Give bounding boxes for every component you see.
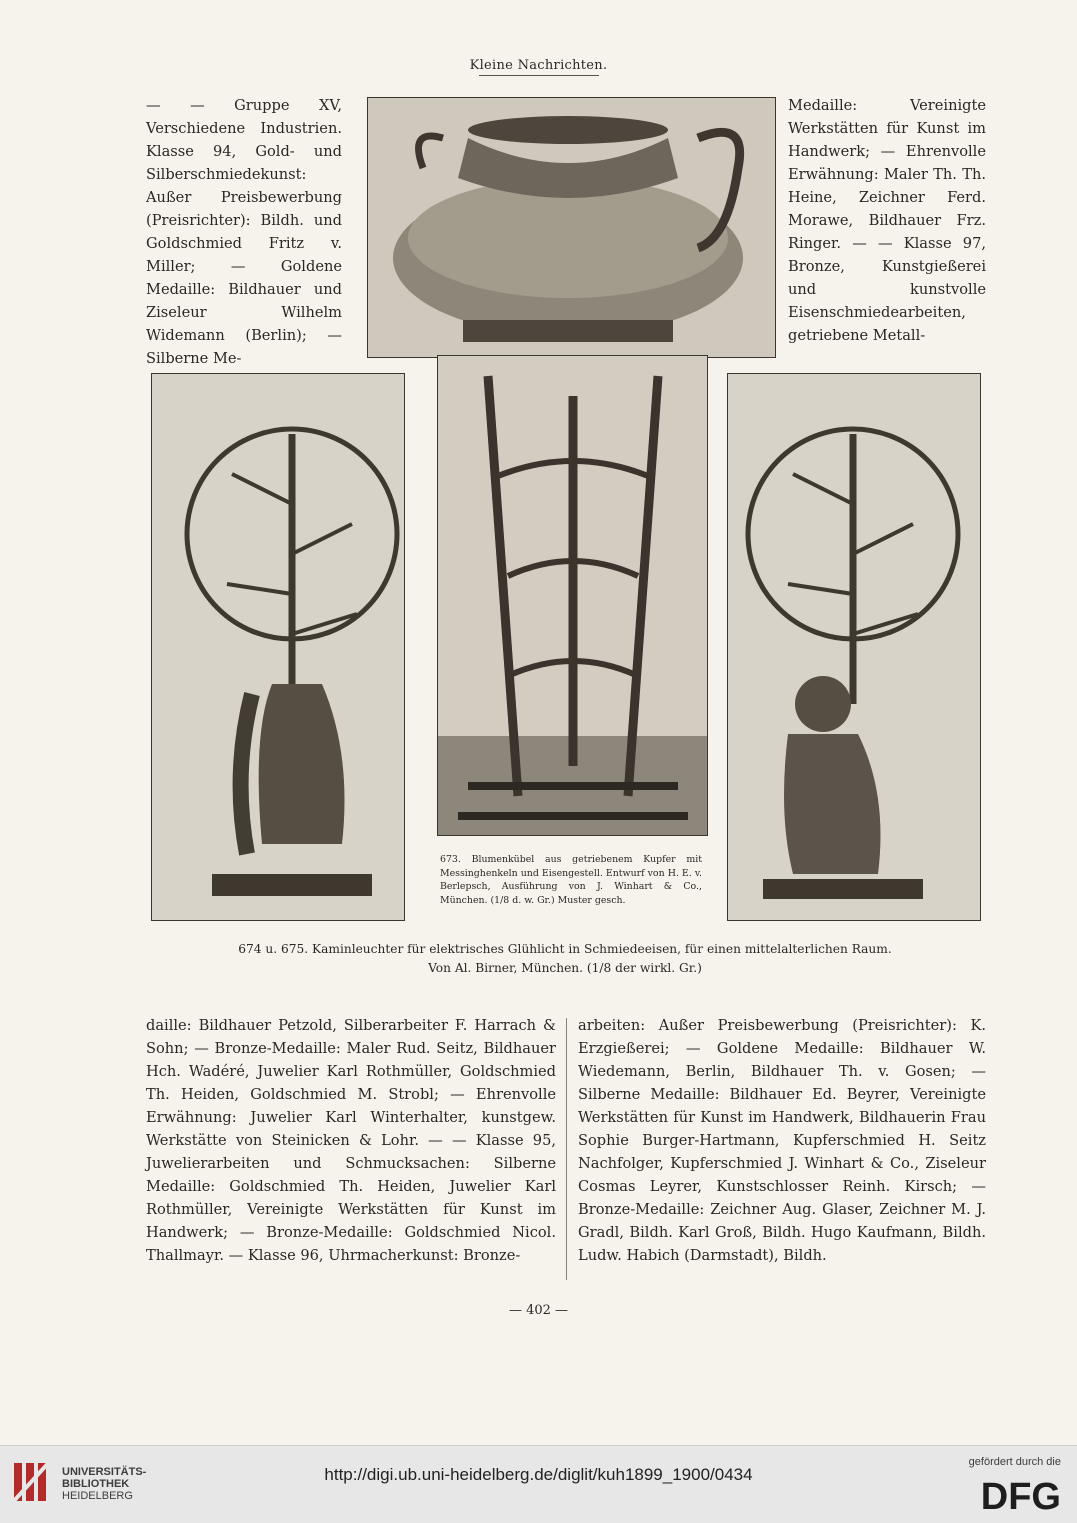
dfg-logo-icon xyxy=(957,1476,1061,1512)
library-name-line1: UNIVERSITÄTS- xyxy=(62,1466,147,1478)
running-head-rule xyxy=(479,75,599,76)
text-column-bottom-right xyxy=(578,1014,986,1267)
figure-674-eagle-candelabra-photo xyxy=(151,373,405,921)
running-head-text: Kleine Nachrichten. xyxy=(469,58,608,73)
permalink-url[interactable]: http://digi.ub.uni-heidelberg.de/diglit/kuh1899_1900/0434 xyxy=(324,1465,753,1484)
figure-674-675-caption xyxy=(150,940,980,978)
digitization-footer xyxy=(0,1445,1077,1523)
paragraph-top-left: — — Gruppe XV, Verschiedene Industrien. Klasse 94, Gold- und Silberschmiedekunst: Außer Preisbewerbung (Preisrichter): Bildh. und Goldschmied Fritz v. Miller; — Goldene Medaille: Bildhauer und Ziseleur Wilhelm Widemann (Berlin); — Silberne Me- xyxy=(146,97,342,367)
library-name-line3: HEIDELBERG xyxy=(62,1490,133,1502)
figure-674-675-caption-line1: 674 u. 675. Kaminleuchter für elektrisches Glühlicht in Schmiedeeisen, für einen mittelalterlichen Raum. xyxy=(238,942,892,956)
dfg-logo-text: DFG xyxy=(980,1476,1061,1512)
library-name-line2: BIBLIOTHEK xyxy=(62,1478,130,1490)
paragraph-bottom-left: daille: Bildhauer Petzold, Silberarbeiter F. Harrach & Sohn; — Bronze-Medaille: Maler Rud. Seitz, Bildhauer Hch. Wadéré, Juwelier Karl Rothmüller, Goldschmied Th. Heiden, Goldschmied M. Strobl; — Ehrenvolle Erwähnung: Juwelier Karl Winterhalter, kunstgew. Werkstätte von Steinicken & Lohr. — — Klasse 95, Juwelierarbeiten und Schmucksachen: Silberne Medaille: Goldschmied Th. Heiden, Juwelier Karl Rothmüller, Vereinigte Werkstätten für Kunst im Handwerk; — Bronze-Medaille: Goldschmied Nicol. Thallmayr. — Klasse 96, Uhrmacherkunst: Bronze- xyxy=(146,1017,556,1264)
figure-673-caption xyxy=(440,853,702,907)
eagle-candelabra-illustration xyxy=(152,374,404,920)
paragraph-bottom-right: arbeiten: Außer Preisbewerbung (Preisrichter): K. Erzgießerei; — Goldene Medaille: Bildhauer W. Wiedemann, Berlin, Bildhauer Th. v. Gosen; — Silberne Medaille: Bildhauer Ed. Beyrer, Vereinigte Werkstätten für Kunst im Handwerk, Bildhauerin Frau Sophie Burger-Hartmann, Kupferschmied H. Seitz Nachfolger, Kupferschmied J. Winhart & Co., Ziseleur Cosmas Leyrer, Kunstschlosser Reinh. Kirsch; — Bronze-Medaille: Zeichner Aug. Glaser, Zeichner M. J. Gradl, Bildh. Karl Groß, Bildh. Hugo Kaufmann, Bildh. Ludw. Habich (Darmstadt), Bildh. xyxy=(578,1017,986,1264)
text-column-top-right xyxy=(788,94,986,347)
figure-673-caption-text: 673. Blumenkübel aus getriebenem Kupfer mit Messinghenkeln und Eisengestell. Entwurf von H. E. v. Berlepsch, Ausführung von J. Winhart & Co., München. (1/8 d. w. Gr.) Muster gesch. xyxy=(440,854,702,906)
figure-673-stand-photo xyxy=(437,355,708,836)
figure-673-bowl-photo xyxy=(367,97,776,358)
figure-674-675-caption-line2: Von Al. Birner, München. (1/8 der wirkl. Gr.) xyxy=(428,961,702,975)
sponsor-label: gefördert durch die xyxy=(968,1456,1061,1468)
text-column-bottom-left xyxy=(146,1014,556,1267)
running-head xyxy=(0,58,1077,76)
paragraph-top-right: Medaille: Vereinigte Werkstätten für Kunst im Handwerk; — Ehrenvolle Erwähnung: Maler Th. Th. Heine, Zeichner Ferd. Morawe, Bildhauer Frz. Ringer. — — Klasse 97, Bronze, Kunstgießerei und kunstvolle Eisenschmiedearbeiten, getriebene Metall- xyxy=(788,97,986,344)
column-divider xyxy=(566,1018,567,1280)
figure-675-lion-candelabra-photo xyxy=(727,373,981,921)
page-number: — 402 — xyxy=(508,1303,569,1318)
lion-candelabra-illustration xyxy=(728,374,980,920)
text-column-top-left xyxy=(146,94,342,370)
bowl-illustration xyxy=(368,98,775,357)
iron-stand-illustration xyxy=(438,356,707,835)
